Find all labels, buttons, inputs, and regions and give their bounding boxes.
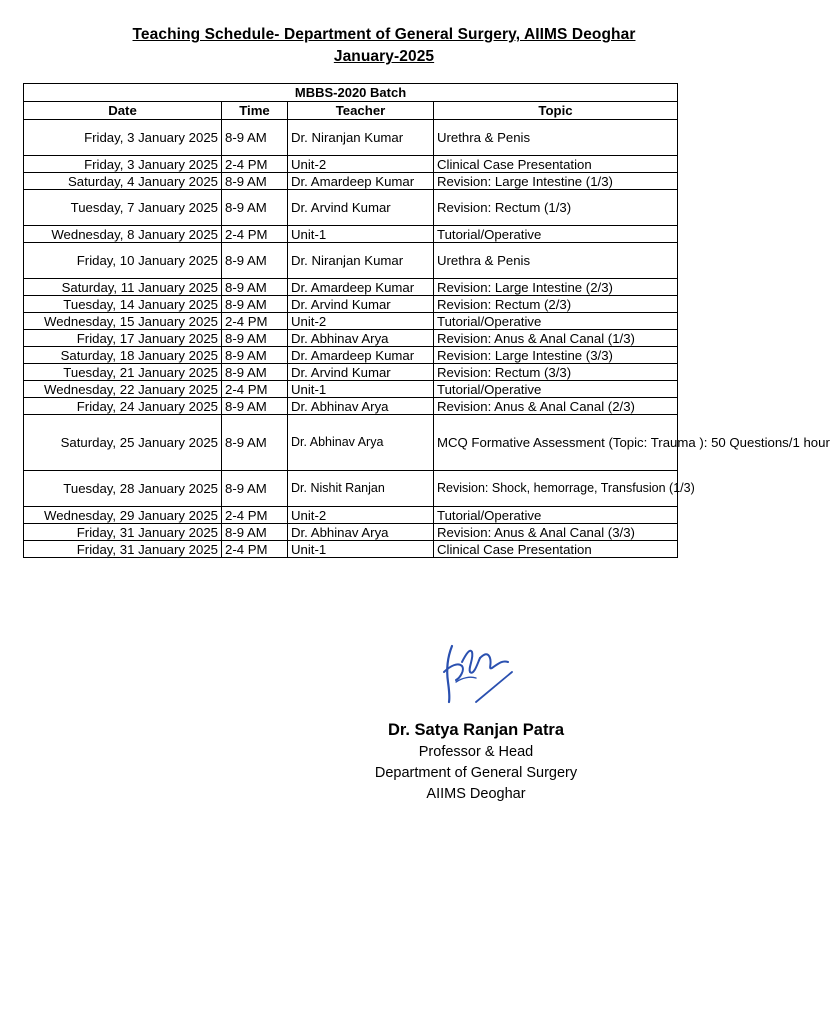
document-subtitle: January-2025 bbox=[333, 48, 435, 65]
table-row bbox=[24, 190, 678, 226]
table-row bbox=[24, 330, 678, 347]
table-row bbox=[24, 471, 678, 507]
row-teacher: Dr. Abhinav Arya bbox=[288, 415, 434, 471]
row-topic: Tutorial/Operative bbox=[434, 381, 678, 398]
row-topic: Tutorial/Operative bbox=[434, 507, 678, 524]
schedule-body bbox=[24, 120, 830, 558]
table-row bbox=[24, 381, 678, 398]
row-topic: Revision: Large Intestine (3/3) bbox=[434, 347, 678, 364]
row-time: 8-9 AM bbox=[222, 398, 288, 415]
row-topic: Urethra & Penis bbox=[434, 120, 678, 156]
row-time: 8-9 AM bbox=[222, 190, 288, 226]
row-teacher: Dr. Abhinav Arya bbox=[288, 398, 434, 415]
table-row bbox=[24, 226, 678, 243]
signature-image bbox=[422, 632, 522, 708]
row-time: 8-9 AM bbox=[222, 415, 288, 471]
table-row bbox=[24, 398, 678, 415]
row-teacher: Unit-2 bbox=[288, 156, 434, 173]
row-time: 2-4 PM bbox=[222, 226, 288, 243]
signatory-designation: Professor & Head bbox=[418, 744, 534, 760]
row-teacher: Dr. Abhinav Arya bbox=[288, 524, 434, 541]
table-row bbox=[24, 415, 678, 471]
row-date: Tuesday, 14 January 2025 bbox=[24, 296, 222, 313]
row-topic: Revision: Rectum (3/3) bbox=[434, 364, 678, 381]
table-row bbox=[24, 120, 678, 156]
row-date: Friday, 17 January 2025 bbox=[24, 330, 222, 347]
row-date: Saturday, 4 January 2025 bbox=[24, 173, 222, 190]
row-topic: Clinical Case Presentation bbox=[434, 541, 678, 558]
row-teacher: Dr. Arvind Kumar bbox=[288, 364, 434, 381]
signatory-name: Dr. Satya Ranjan Patra bbox=[387, 721, 565, 739]
row-date: Saturday, 11 January 2025 bbox=[24, 279, 222, 296]
row-date: Friday, 3 January 2025 bbox=[24, 120, 222, 156]
row-teacher: Unit-2 bbox=[288, 507, 434, 524]
row-teacher: Dr. Nishit Ranjan bbox=[288, 471, 434, 507]
row-topic: Revision: Shock, hemorrage, Transfusion (1/3) bbox=[434, 471, 678, 507]
table-row bbox=[24, 279, 678, 296]
row-time: 8-9 AM bbox=[222, 173, 288, 190]
row-teacher: Unit-2 bbox=[288, 313, 434, 330]
row-date: Saturday, 25 January 2025 bbox=[24, 415, 222, 471]
row-time: 8-9 AM bbox=[222, 243, 288, 279]
row-date: Friday, 3 January 2025 bbox=[24, 156, 222, 173]
row-teacher: Dr. Amardeep Kumar bbox=[288, 279, 434, 296]
row-topic: Revision: Large Intestine (1/3) bbox=[434, 173, 678, 190]
row-time: 2-4 PM bbox=[222, 156, 288, 173]
table-row bbox=[24, 541, 678, 558]
signature-strokes bbox=[444, 646, 512, 702]
row-teacher: Dr. Niranjan Kumar bbox=[288, 120, 434, 156]
row-time: 8-9 AM bbox=[222, 524, 288, 541]
column-header-time: Time bbox=[222, 102, 288, 120]
row-topic: Revision: Anus & Anal Canal (1/3) bbox=[434, 330, 678, 347]
table-row bbox=[24, 347, 678, 364]
row-time: 2-4 PM bbox=[222, 541, 288, 558]
row-date: Wednesday, 15 January 2025 bbox=[24, 313, 222, 330]
row-teacher: Dr. Arvind Kumar bbox=[288, 296, 434, 313]
signatory-institution: AIIMS Deoghar bbox=[426, 786, 526, 802]
table-row bbox=[24, 243, 678, 279]
row-topic: Revision: Rectum (2/3) bbox=[434, 296, 678, 313]
row-topic: Revision: Rectum (1/3) bbox=[434, 190, 678, 226]
row-topic: Clinical Case Presentation bbox=[434, 156, 678, 173]
row-date: Friday, 31 January 2025 bbox=[24, 524, 222, 541]
row-topic: Revision: Anus & Anal Canal (2/3) bbox=[434, 398, 678, 415]
row-time: 8-9 AM bbox=[222, 296, 288, 313]
row-date: Saturday, 18 January 2025 bbox=[24, 347, 222, 364]
batch-header: MBBS-2020 Batch bbox=[24, 84, 678, 102]
table-row bbox=[24, 313, 678, 330]
row-topic: Tutorial/Operative bbox=[434, 313, 678, 330]
schedule-table bbox=[23, 83, 830, 558]
row-date: Tuesday, 28 January 2025 bbox=[24, 471, 222, 507]
row-time: 2-4 PM bbox=[222, 313, 288, 330]
row-date: Wednesday, 22 January 2025 bbox=[24, 381, 222, 398]
row-time: 8-9 AM bbox=[222, 330, 288, 347]
row-date: Wednesday, 29 January 2025 bbox=[24, 507, 222, 524]
signatory-department: Department of General Surgery bbox=[374, 765, 578, 781]
row-time: 8-9 AM bbox=[222, 471, 288, 507]
row-topic: Urethra & Penis bbox=[434, 243, 678, 279]
row-date: Friday, 24 January 2025 bbox=[24, 398, 222, 415]
column-header-teacher: Teacher bbox=[288, 102, 434, 120]
row-topic: Tutorial/Operative bbox=[434, 226, 678, 243]
row-teacher: Unit-1 bbox=[288, 226, 434, 243]
table-row bbox=[24, 173, 678, 190]
row-topic: MCQ Formative Assessment (Topic: Trauma ): 50 Questions/1 hour bbox=[434, 415, 678, 471]
table-row bbox=[24, 524, 678, 541]
row-teacher: Dr. Niranjan Kumar bbox=[288, 243, 434, 279]
row-date: Tuesday, 21 January 2025 bbox=[24, 364, 222, 381]
table-row bbox=[24, 156, 678, 173]
row-teacher: Unit-1 bbox=[288, 381, 434, 398]
row-teacher: Dr. Abhinav Arya bbox=[288, 330, 434, 347]
row-teacher: Dr. Arvind Kumar bbox=[288, 190, 434, 226]
row-teacher: Dr. Amardeep Kumar bbox=[288, 347, 434, 364]
table-row bbox=[24, 507, 678, 524]
column-header-date: Date bbox=[24, 102, 222, 120]
signatory-block bbox=[326, 718, 626, 805]
document-title: Teaching Schedule- Department of General Surgery, AIIMS Deoghar bbox=[132, 26, 636, 43]
row-time: 8-9 AM bbox=[222, 347, 288, 364]
row-date: Friday, 31 January 2025 bbox=[24, 541, 222, 558]
row-date: Tuesday, 7 January 2025 bbox=[24, 190, 222, 226]
row-time: 8-9 AM bbox=[222, 279, 288, 296]
row-time: 8-9 AM bbox=[222, 364, 288, 381]
table-row bbox=[24, 364, 678, 381]
row-time: 8-9 AM bbox=[222, 120, 288, 156]
table-row bbox=[24, 296, 678, 313]
row-teacher: Dr. Amardeep Kumar bbox=[288, 173, 434, 190]
row-time: 2-4 PM bbox=[222, 507, 288, 524]
row-date: Friday, 10 January 2025 bbox=[24, 243, 222, 279]
row-time: 2-4 PM bbox=[222, 381, 288, 398]
row-teacher: Unit-1 bbox=[288, 541, 434, 558]
row-topic: Revision: Anus & Anal Canal (3/3) bbox=[434, 524, 678, 541]
row-date: Wednesday, 8 January 2025 bbox=[24, 226, 222, 243]
column-header-topic: Topic bbox=[434, 102, 678, 120]
row-topic: Revision: Large Intestine (2/3) bbox=[434, 279, 678, 296]
